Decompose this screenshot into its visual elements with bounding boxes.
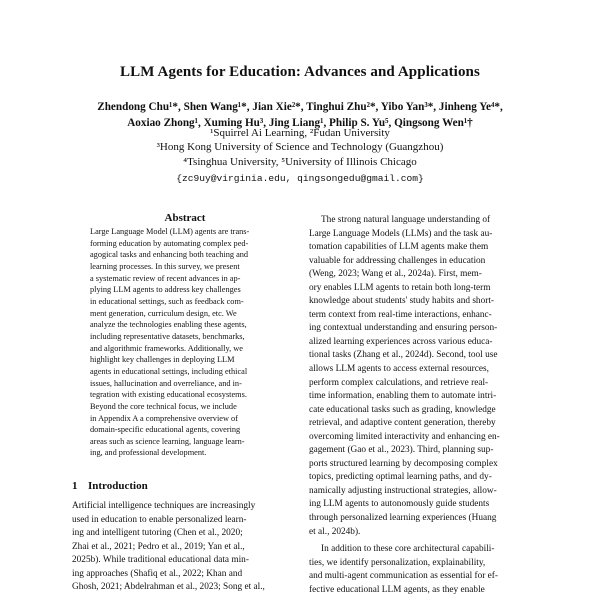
text-line: Artificial intelligence techniques are increasingly: [72, 501, 256, 511]
text-line: areas such as science learning, language learn-: [90, 436, 245, 446]
text-line: Zhai et al., 2021; Pedro et al., 2019; Yan et al.,: [72, 541, 245, 552]
affiliation-line: ³Hong Kong University of Science and Technology (Guangzhou): [156, 141, 444, 154]
text-line: tegration with existing educational ecosystems.: [90, 390, 247, 400]
text-line: 2025b). While traditional educational data min-: [72, 555, 249, 566]
text-line: agogical tasks and enhancing both teaching and: [90, 250, 249, 260]
text-line: fective educational LLM agents, as they enable: [309, 584, 485, 595]
text-line: in Appendix A a comprehensive overview of: [90, 413, 238, 423]
text-line: time information, enabling them to automate intri-: [309, 391, 497, 402]
text-line: ties, we identify personalization, explainability,: [309, 557, 486, 568]
author-line: Aoxiao Zhong¹, Xuming Hu³, Jing Liang¹, Philip S. Yu⁵, Qingsong Wen¹†: [127, 117, 473, 129]
text-line: In addition to these core architectural capabili-: [321, 544, 495, 555]
text-line: ing, and professional development.: [90, 448, 207, 458]
affiliation-line: ⁴Tsinghua University, ⁵University of Illinois Chicago: [183, 155, 417, 168]
affiliations: [40, 126, 560, 169]
text-line: and algorithmic frameworks. Additionally, we: [90, 343, 243, 353]
text-line: retrieval, and adaptive content generation, thereby: [309, 418, 496, 429]
text-line: issues, hallucination and overreliance, and in-: [90, 378, 242, 388]
affiliation-line: ¹Squirrel Ai Learning, ²Fudan University: [210, 127, 390, 139]
text-line: et al., 2024b).: [309, 526, 361, 537]
text-line: ory enables LLM agents to retain both long-term: [309, 282, 491, 293]
text-line: agents in educational settings, including ethical: [90, 366, 248, 376]
text-line: Large Language Models (LLMs) and the task au-: [309, 228, 493, 239]
text-line: including representative datasets, benchmarks,: [90, 331, 245, 341]
section-number: 1: [72, 480, 78, 492]
text-line: term context from real-time interactions, enhanc-: [309, 309, 492, 320]
text-line: analyze the technologies enabling these agents,: [90, 320, 247, 330]
contact-email: {zc9uy@virginia.edu, qingsongedu@gmail.com}: [176, 173, 424, 184]
text-line: The strong natural language understanding of: [321, 215, 491, 225]
text-line: Beyond the core technical focus, we include: [90, 401, 237, 411]
text-line: knowledge about students' study habits and short-: [309, 296, 495, 307]
text-line: ing approaches (Shafiq et al., 2022; Khan and: [72, 568, 243, 579]
right-column-body: [309, 214, 537, 597]
text-line: (Weng, 2023; Wang et al., 2024a). First, mem-: [309, 269, 482, 280]
paper-title: LLM Agents for Education: Advances and Applications: [120, 64, 480, 80]
introduction-body: [72, 500, 300, 595]
abstract-heading: Abstract: [164, 212, 206, 224]
text-line: namically adjusting instructional strategies, allow-: [309, 485, 497, 496]
text-line: through personalized learning experiences (Huang: [309, 513, 497, 524]
text-line: alized learning experiences across various educa-: [309, 336, 493, 347]
section-title: Introduction: [88, 480, 148, 492]
text-line: ment generation, curriculum design, etc. We: [90, 308, 237, 318]
text-line: perform complex calculations, and retrieve real-: [309, 377, 489, 388]
text-line: domain-specific educational agents, covering: [90, 425, 241, 435]
text-line: topics, predicting optimal learning paths, and dy-: [309, 472, 492, 483]
text-line: learning processes. In this survey, we present: [90, 261, 240, 271]
text-line: forming education by automating complex ped-: [90, 238, 249, 248]
text-line: valuable for addressing challenges in education: [309, 255, 486, 266]
text-line: in educational settings, such as feedback com-: [90, 296, 244, 306]
author-line: Zhendong Chu¹*, Shen Wang¹*, Jian Xie²*, Tinghui Zhu²*, Yibo Yan³*, Jinheng Ye⁴*,: [97, 101, 503, 113]
text-line: ing and intelligent tutoring (Chen et al., 2020;: [72, 528, 243, 539]
text-line: cate educational tasks such as grading, knowledge: [309, 404, 496, 415]
text-line: gagement (Gao et al., 2023). Third, planning sup-: [309, 445, 494, 456]
text-line: Large Language Model (LLM) agents are trans-: [90, 227, 250, 236]
text-line: a systematic review of recent advances in ap-: [90, 273, 241, 283]
text-line: ports structured learning by decomposing complex: [309, 458, 498, 469]
text-line: overcoming limited interactivity and enhancing en-: [309, 431, 500, 442]
text-line: used in education to enable personalized learn-: [72, 514, 247, 525]
text-line: tomation capabilities of LLM agents make them: [309, 242, 489, 253]
text-line: ing LLM agents to autonomously guide students: [309, 499, 490, 510]
text-line: allows LLM agents to access external resources,: [309, 364, 489, 375]
text-line: and multi-agent communication as essential for ef-: [309, 571, 498, 582]
text-line: ing contextual understanding and ensuring person-: [309, 323, 498, 334]
text-line: tional tasks (Zhang et al., 2024d). Second, tool use: [309, 350, 498, 361]
text-line: Ghosh, 2021; Abdelrahman et al., 2023; Song et al.,: [72, 582, 265, 593]
abstract-body: [90, 226, 280, 459]
text-line: plying LLM agents to address key challenges: [90, 285, 241, 295]
section-heading-introduction: [72, 480, 148, 492]
text-line: highlight key challenges in deploying LLM: [90, 355, 235, 365]
